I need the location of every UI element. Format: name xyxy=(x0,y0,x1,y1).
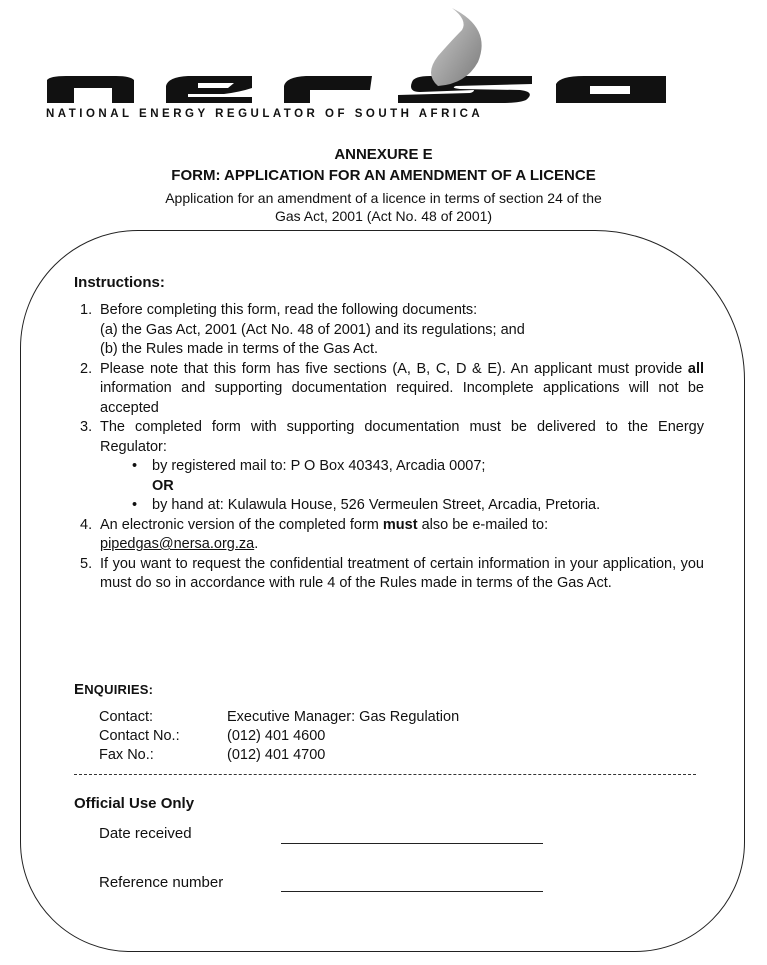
form-title: FORM: APPLICATION FOR AN AMENDMENT OF A LICENCE xyxy=(171,167,596,184)
enquiries-table xyxy=(99,708,459,765)
instructions-title: Instructions: xyxy=(74,274,165,291)
item-number: 4. xyxy=(80,516,93,533)
form-subtitle-line1: Application for an amendment of a licence in terms of section 24 of the xyxy=(165,190,602,206)
instruction-item-2 xyxy=(80,360,704,419)
instruction-line: (b) the Rules made in terms of the Gas Act. xyxy=(100,341,379,357)
logo-letter-s xyxy=(398,76,532,103)
item-number: 2. xyxy=(80,360,93,377)
instruction-line: Before completing this form, read the following documents: xyxy=(100,302,478,318)
logo-letter-e xyxy=(166,76,252,103)
instruction-item-4: 4. An electronic version of the completed form must also be e-mailed to: pipedgas@nersa.org.za. xyxy=(80,516,704,555)
official-use-title: Official Use Only xyxy=(74,795,195,812)
enquiry-row: Contact: Executive Manager: Gas Regulation xyxy=(99,709,460,725)
annexure-label: ANNEXURE E xyxy=(334,146,433,163)
instruction-line: (a) the Gas Act, 2001 (Act No. 48 of 2001) and its regulations; and xyxy=(100,321,525,338)
enquiries-title: ENQUIRIES: xyxy=(74,681,154,698)
item-number: 5. xyxy=(80,555,93,572)
instruction-item-3 xyxy=(80,418,704,516)
org-tagline: NATIONAL ENERGY REGULATOR OF SOUTH AFRICA xyxy=(46,108,484,120)
logo-letter-a xyxy=(556,76,666,103)
item-number: 3. xyxy=(80,419,93,435)
logo-letter-r xyxy=(284,76,372,103)
date-received-label: Date received xyxy=(99,825,192,842)
or-label: OR xyxy=(152,477,174,494)
date-received-field[interactable] xyxy=(281,843,543,844)
enquiry-row: Contact No.: (012) 401 4600 xyxy=(99,728,326,744)
bullet-hand: • by hand at: Kulawula House, 526 Vermeulen Street, Arcadia, Pretoria. xyxy=(132,497,601,513)
instruction-item-5 xyxy=(80,555,704,594)
instruction-item-1 xyxy=(80,301,704,360)
form-subtitle-line2: Gas Act, 2001 (Act No. 48 of 2001) xyxy=(274,208,493,224)
reference-number-field[interactable] xyxy=(281,891,543,892)
logo-letter-n xyxy=(47,76,134,103)
instruction-text: Please note that this form has five sections (A, B, C, D & E). An applicant must provide all information and supporting documentation required. Incomplete applications will not be accepted xyxy=(100,360,704,416)
instruction-text: If you want to request the confidential treatment of certain information in your application, you must do so in accordance with rule 4 of the Rules made in terms of the Gas Act. xyxy=(100,555,704,591)
instructions-list xyxy=(80,301,704,594)
enquiry-row: Fax No.: (012) 401 4700 xyxy=(99,747,326,763)
item-number: 1. xyxy=(80,302,93,318)
instruction-text: An electronic version of the completed form must also be e-mailed to: xyxy=(100,516,549,533)
bullet-mail: • by registered mail to: P O Box 40343, Arcadia 0007; xyxy=(132,458,486,474)
flame-icon xyxy=(431,8,482,86)
instruction-text: The completed form with supporting documentation must be delivered to the Energy Regulator: xyxy=(100,419,704,455)
email-link[interactable]: pipedgas@nersa.org.za xyxy=(100,536,255,552)
dashed-divider xyxy=(74,774,696,775)
reference-number-label: Reference number xyxy=(99,874,224,891)
